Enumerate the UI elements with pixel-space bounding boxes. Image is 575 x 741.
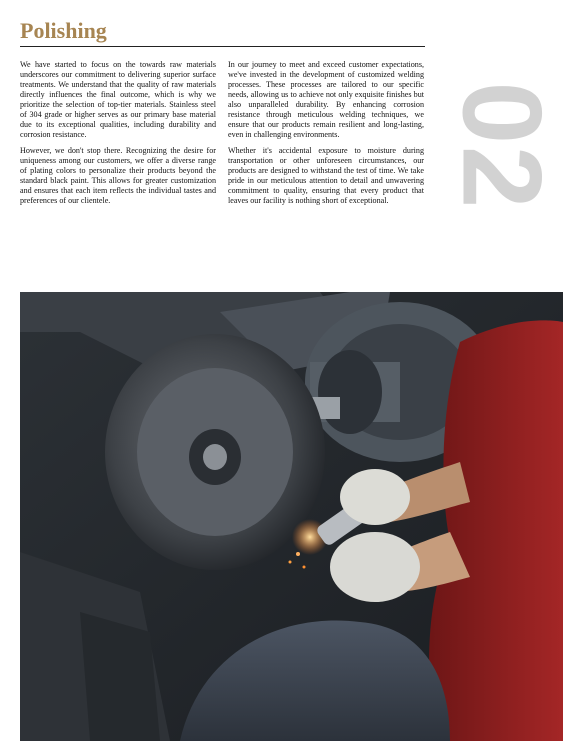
section-number bbox=[436, 46, 566, 246]
text-column-right bbox=[228, 60, 424, 212]
paragraph: Whether it's accidental exposure to moisture during transportation or other unforeseen circumstances, our products are designed to withstand the test of time. We take pride in our meticulous attention to detail and unwavering commitment to quality, ensuring that every product that leaves our facility is nothing short of exceptional. bbox=[228, 146, 424, 205]
title-divider bbox=[20, 46, 425, 47]
polishing-illustration bbox=[20, 292, 563, 741]
section-number-text: 02 bbox=[438, 81, 564, 211]
paragraph: We have started to focus on the towards raw materials underscores our commitment to delivering superior surface treatments. We understand that the quality of raw materials directly influences the final outcome, which is why we prioritize the selection of top-tier materials. Stainless steel of 304 grade or higher serves as our primary base material due to its exceptional qualities, including durability and corrosion resistance. bbox=[20, 60, 216, 139]
paragraph: In our journey to meet and exceed customer expectations, we've invested in the development of customized welding processes. These processes are tailored to our specific needs, allowing us to achieve not only exquisite finishes but also unparalleled durability. By enhancing corrosion resistance through meticulous welding techniques, we ensure that our products remain resilient and long-lasting, even in challenging environments. bbox=[228, 60, 424, 139]
polishing-photo bbox=[20, 292, 563, 741]
paragraph: However, we don't stop there. Recognizing the desire for uniqueness among our customers, we offer a diverse range of plating colors to personalize their products beyond the standard black paint. This allows for greater customization and ensures that each item reflects the individual tastes and preferences of our clientele. bbox=[20, 146, 216, 205]
text-column-left bbox=[20, 60, 216, 212]
page-title: Polishing bbox=[20, 18, 107, 43]
